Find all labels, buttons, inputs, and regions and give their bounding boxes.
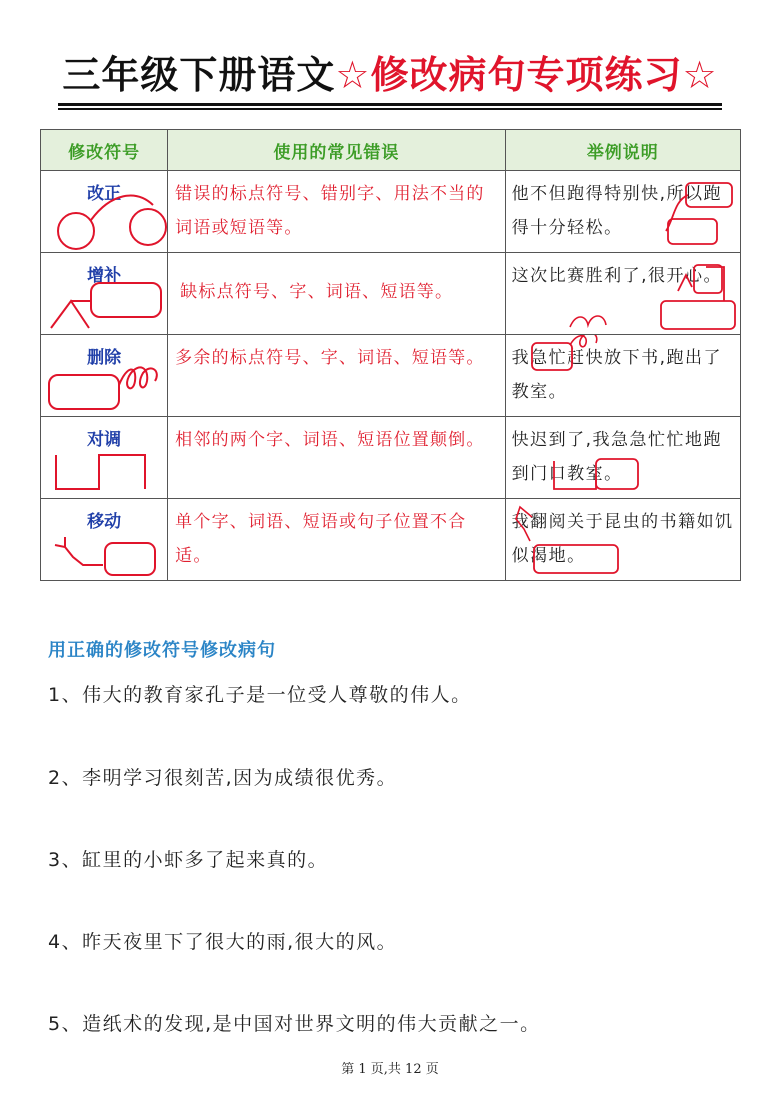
table-row — [41, 499, 741, 581]
symbol-name: 对调 — [87, 430, 122, 450]
title-topic: 修改病句专项练习 — [370, 53, 683, 97]
example-cell — [505, 499, 740, 581]
header-example: 举例说明 — [505, 130, 740, 171]
insert-symbol-icon — [41, 253, 168, 334]
error-text: 相邻的两个字、词语、短语位置颠倒。 — [175, 430, 485, 450]
header-error: 使用的常见错误 — [168, 130, 505, 171]
error-cell — [168, 499, 505, 581]
example-cell — [505, 335, 740, 417]
example-cell — [505, 253, 740, 335]
example-text: 快迟到了,我急急忙忙地跑到门口教室。 — [511, 430, 723, 484]
table-row — [41, 335, 741, 417]
star-icon: ☆ — [335, 53, 371, 97]
example-text: 他不但跑得特别快,所以跑得十分轻松。 — [511, 184, 723, 238]
example-text: 我急忙赶快放下书,跑出了教室。 — [511, 348, 723, 402]
example-cell — [505, 417, 740, 499]
error-text: 错误的标点符号、错别字、用法不当的词语或短语等。 — [175, 184, 485, 238]
error-cell — [168, 417, 505, 499]
question-item: 2、李明学习很刻苦,因为成绩很优秀。 — [48, 767, 398, 789]
error-cell — [168, 171, 505, 253]
error-text: 多余的标点符号、字、词语、短语等。 — [175, 348, 485, 368]
title-grade: 三年级下册语文 — [62, 53, 336, 97]
page-title — [0, 50, 780, 100]
symbol-cell — [41, 171, 168, 253]
question-item: 4、昨天夜里下了很大的雨,很大的风。 — [48, 931, 398, 953]
symbol-cell — [41, 499, 168, 581]
symbol-name: 改正 — [87, 184, 122, 204]
error-text: 缺标点符号、字、词语、短语等。 — [180, 282, 454, 302]
symbol-name: 移动 — [87, 512, 122, 532]
example-cell — [505, 171, 740, 253]
title-underline — [58, 103, 722, 106]
example-text: 我翻阅关于昆虫的书籍如饥似渴地。 — [511, 512, 734, 566]
symbol-name: 删除 — [87, 348, 122, 368]
symbol-cell — [41, 253, 168, 335]
title-underline — [58, 108, 722, 110]
table-header-row — [41, 130, 741, 171]
error-cell — [168, 253, 505, 335]
move-symbol-icon — [41, 499, 168, 580]
swap-symbol-icon — [41, 417, 168, 498]
correction-symbols-table — [40, 129, 741, 581]
symbol-cell — [41, 335, 168, 417]
question-item: 5、造纸术的发现,是中国对世界文明的伟大贡献之一。 — [48, 1013, 541, 1035]
exercise-title: 用正确的修改符号修改病句 — [48, 640, 276, 661]
symbol-name: 增补 — [87, 266, 122, 286]
symbol-cell — [41, 417, 168, 499]
question-item: 1、伟大的教育家孔子是一位受人尊敬的伟人。 — [48, 684, 472, 706]
page-footer: 第 1 页,共 12 页 — [341, 1062, 439, 1077]
table-row — [41, 417, 741, 499]
example-text: 这次比赛胜利了,很开心。 — [511, 266, 723, 286]
table-row — [41, 253, 741, 335]
error-cell — [168, 335, 505, 417]
table-row — [41, 171, 741, 253]
delete-symbol-icon — [41, 335, 168, 416]
star-icon: ☆ — [682, 53, 718, 97]
question-item: 3、缸里的小虾多了起来真的。 — [48, 849, 329, 871]
correct-symbol-icon — [41, 171, 168, 252]
header-symbol: 修改符号 — [41, 130, 168, 171]
error-text: 单个字、词语、短语或句子位置不合适。 — [175, 512, 467, 566]
